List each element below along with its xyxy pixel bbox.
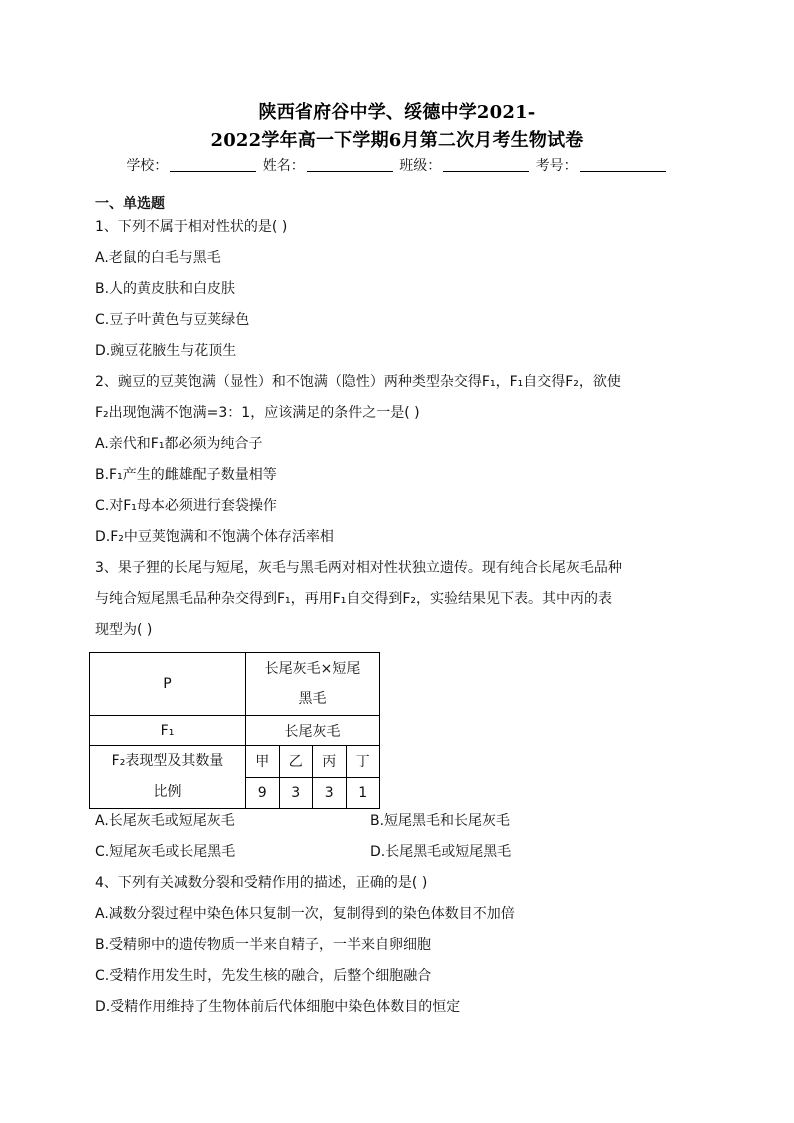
- q1-option-a: A.老鼠的白毛与黑毛: [95, 250, 221, 266]
- f2-label-cell: F₂表现型及其数量 比例: [90, 746, 246, 809]
- q1-option-b: B.人的黄皮肤和白皮肤: [95, 281, 236, 297]
- name-blank[interactable]: [307, 157, 393, 172]
- f2-type-cell: 丁: [346, 746, 380, 778]
- q3-genetics-table: [89, 652, 380, 809]
- q3-stem-line1: 3、果子狸的长尾与短尾，灰毛与黑毛两对相对性状独立遗传。现有纯合长尾灰毛品种: [95, 560, 622, 576]
- exam-number-label: 考号：: [535, 158, 578, 174]
- exam-title-line2: 2022学年高一下学期6月第二次月考生物试卷: [210, 130, 584, 151]
- exam-title-line1: 陕西省府谷中学、绥德中学2021-: [258, 102, 536, 123]
- q3-stem-line2: 与纯合短尾黑毛品种杂交得到F₁，再用F₁自交得到F₂，实验结果见下表。其中丙的表: [95, 591, 612, 607]
- q3-option-row1: [95, 813, 511, 829]
- q4-option-b: B.受精卵中的遗传物质一半来自精子，一半来自卵细胞: [95, 937, 432, 953]
- class-label: 班级：: [399, 158, 442, 174]
- q4-stem: 4、下列有关减数分裂和受精作用的描述，正确的是( ): [95, 875, 428, 891]
- q2-option-a: A.亲代和F₁都必须为纯合子: [95, 436, 263, 452]
- f1-label-cell: F₁: [90, 716, 246, 746]
- q3-option-row2: [95, 844, 512, 860]
- exam-number-blank[interactable]: [580, 157, 666, 172]
- q3-option-c: C.短尾灰毛或长尾黑毛: [95, 844, 236, 860]
- q3-option-d: D.长尾黑毛或短尾黑毛: [370, 844, 512, 860]
- q1-option-c: C.豆子叶黄色与豆荚绿色: [95, 312, 250, 328]
- q2-option-c: C.对F₁母本必须进行套袋操作: [95, 498, 277, 514]
- f2-type-cell: 甲: [246, 746, 280, 778]
- q2-option-b: B.F₁产生的雌雄配子数量相等: [95, 467, 277, 483]
- f2-ratio-cell: 3: [279, 777, 313, 809]
- name-label: 姓名：: [262, 158, 305, 174]
- q4-option-c: C.受精作用发生时，先发生核的融合，后整个细胞融合: [95, 968, 432, 984]
- class-blank[interactable]: [443, 157, 529, 172]
- q2-option-d: D.F₂中豆荚饱满和不饱满个体存活率相: [95, 529, 334, 545]
- school-label: 学校：: [126, 158, 169, 174]
- f1-value-cell: 长尾灰毛: [246, 716, 380, 746]
- q3-option-b: B.短尾黑毛和长尾灰毛: [370, 813, 511, 829]
- f2-type-cell: 乙: [279, 746, 313, 778]
- q1-stem: 1、下列不属于相对性状的是( ): [95, 219, 288, 235]
- f2-ratio-cell: 9: [246, 777, 280, 809]
- q2-stem-line2: F₂出现饱满不饱满=3：1，应该满足的条件之一是( ): [95, 405, 420, 421]
- q2-stem-line1: 2、豌豆的豆荚饱满（显性）和不饱满（隐性）两种类型杂交得F₁，F₁自交得F₂，欲使: [95, 374, 621, 390]
- q1-option-d: D.豌豆花腋生与花顶生: [95, 343, 237, 359]
- f2-type-cell: 丙: [313, 746, 347, 778]
- f2-ratio-cell: 3: [313, 777, 347, 809]
- f2-ratio-cell: 1: [346, 777, 380, 809]
- school-blank[interactable]: [170, 157, 256, 172]
- section-heading: 一、单选题: [95, 196, 165, 212]
- q3-option-a: A.长尾灰毛或短尾灰毛: [95, 813, 235, 829]
- q4-option-d: D.受精作用维持了生物体前后代体细胞中染色体数目的恒定: [95, 999, 461, 1015]
- student-info-row: [0, 155, 794, 175]
- p-label-cell: P: [90, 653, 246, 716]
- q3-stem-line3: 现型为( ): [95, 622, 153, 638]
- p-value-cell: 长尾灰毛×短尾 黑毛: [246, 653, 380, 716]
- q4-option-a: A.减数分裂过程中染色体只复制一次，复制得到的染色体数目不加倍: [95, 906, 515, 922]
